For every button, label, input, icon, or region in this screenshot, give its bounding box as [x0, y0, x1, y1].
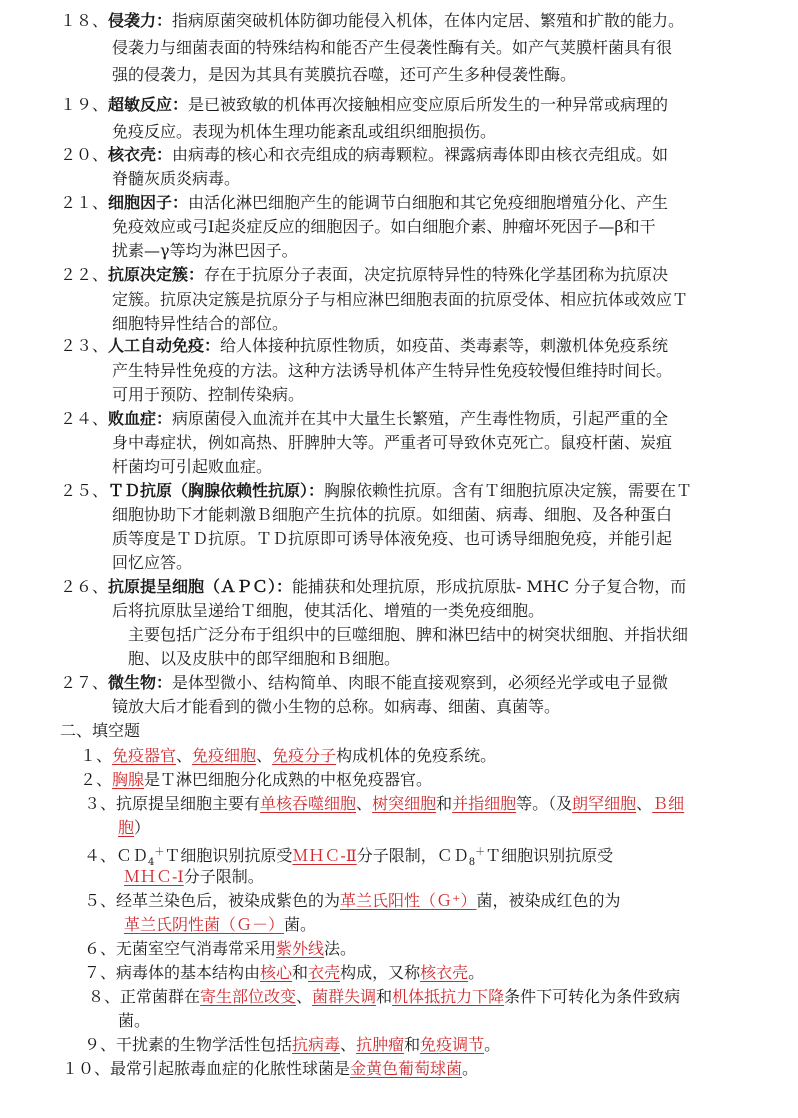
def-18-line-1: [60, 8, 684, 34]
def-21-line-1: [60, 190, 668, 216]
q3-answer-5b: 胞: [118, 818, 135, 837]
q8-num: ８、: [88, 987, 121, 1006]
q1-answer-1: 免疫器官: [112, 746, 177, 765]
q9-answer-2: 抗肿瘤: [356, 1035, 405, 1054]
q7-answer-2: 衣壳: [308, 963, 341, 982]
q3-answer-1: 单核吞噬细胞: [260, 794, 357, 813]
q4-mid3: Ｔ细胞识别抗原受: [485, 846, 614, 865]
q6-num: ６、: [84, 939, 117, 958]
def-23-text-2: 产生特异性免疫的方法。这种方法诱导机体产生特异性免疫较慢但维持时间长。: [112, 361, 673, 380]
def-22-term: 抗原决定簇: [108, 265, 189, 284]
q3-answer-4: 朗罕细胞: [572, 794, 637, 813]
q6-pre: 无菌室空气消毒常采用: [116, 939, 277, 958]
q4-mid1: Ｔ细胞识别抗原受: [164, 846, 293, 865]
q4-sup-1: ＋: [154, 847, 165, 858]
def-19-text-2: 免疫反应。表现为机体生理功能紊乱或组织细胞损伤。: [112, 122, 497, 141]
def-colon: ：: [156, 409, 173, 428]
def-26-text-2: 后将抗原肽呈递给Ｔ细胞，使其活化、增殖的一类免疫细胞。: [112, 601, 545, 620]
def-colon: ：: [204, 336, 221, 355]
q7-num: ７、: [84, 963, 117, 982]
q9-sep-1: 、: [340, 1035, 357, 1054]
q5-rest: 菌。: [284, 915, 317, 934]
def-20-text-2: 脊髓灰质炎病毒。: [112, 169, 241, 188]
def-23-text-3: 可用于预防、控制传染病。: [112, 385, 305, 404]
def-colon: ：: [172, 95, 189, 114]
q1-rest: 构成机体的免疫系统。: [336, 746, 497, 765]
q4-sup-2: ＋: [475, 847, 486, 858]
q7-mid: 构成，又称: [340, 963, 421, 982]
def-26-num: ２６、: [60, 577, 109, 596]
def-27-num: ２７、: [60, 673, 109, 692]
def-26-text-3: 主要包括广泛分布于组织中的巨噬细胞、脾和淋巴结中的树突状细胞、并指状细: [128, 625, 689, 644]
q9-answer-1: 抗病毒: [292, 1035, 341, 1054]
def-19-line-1: [60, 92, 668, 118]
def-22-text-3: 细胞特异性结合的部位。: [112, 314, 289, 333]
q3-mid: 等。（及: [516, 794, 573, 813]
fill-q1: [80, 743, 496, 769]
q3-tail: ）: [134, 818, 151, 837]
q8-answer-2: 菌群失调: [312, 987, 377, 1006]
def-colon: ：: [156, 673, 173, 692]
def-18-text-1: 指病原菌突破机体防御功能侵入机体，在体内定居、繁殖和扩散的能力。: [172, 11, 685, 30]
def-19-term: 超敏反应: [108, 95, 173, 114]
fill-q4-cont: [124, 864, 264, 890]
def-21-term: 细胞因子: [108, 193, 173, 212]
q9-pre: 干扰素的生物学活性包括: [116, 1035, 293, 1054]
q4-rest: 分子限制。: [183, 867, 264, 886]
def-27-text-2: 镜放大后才能看到的微小生物的总称。如病毒、细菌、真菌等。: [112, 697, 561, 716]
def-24-text-3: 杆菌均可引起败血症。: [112, 457, 273, 476]
q9-answer-3: 免疫调节: [420, 1035, 485, 1054]
def-25-line-1: [60, 478, 692, 504]
def-27-text-1: 是体型微小、结构简单、肉眼不能直接观察到，必须经光学或电子显微: [172, 673, 669, 692]
q1-sep-1: 、: [176, 746, 193, 765]
q10-answer-1: 金黄色葡萄球菌: [350, 1059, 463, 1078]
def-20-line-1: [60, 142, 668, 168]
section-title: 二、填空题: [60, 721, 141, 740]
fill-q9: [84, 1032, 500, 1058]
def-24-text-1: 病原菌侵入血流并在其中大量生长繁殖，产生毒性物质，引起严重的全: [172, 409, 669, 428]
fill-q10: [62, 1056, 478, 1082]
def-22-text-2: 定簇。抗原决定簇是抗原分子与相应淋巴细胞表面的抗原受体、相应抗体或效应Ｔ: [112, 290, 689, 309]
q7-pre: 病毒体的基本结构由: [116, 963, 261, 982]
q10-num: １０、: [62, 1059, 111, 1078]
q4-answer-2: ＭＨＣ-Ⅰ: [124, 867, 184, 886]
q9-sep-2: 和: [404, 1035, 421, 1054]
def-25-num: ２５、: [60, 481, 109, 500]
def-25-text-3: 质等度是ＴＤ抗原。ＴＤ抗原即可诱导体液免疫、也可诱导细胞免疫，并能引起: [112, 529, 673, 548]
q6-answer-1: 紫外线: [276, 939, 325, 958]
q9-rest: 。: [484, 1035, 501, 1054]
q4-mid2: 分子限制，ＣＤ: [356, 846, 469, 865]
q7-rest: 。: [468, 963, 485, 982]
q7-sep-1: 和: [292, 963, 309, 982]
def-21-text-2: 免疫效应或弓Ⅰ起炎症反应的细胞因子。如白细胞介素、肿瘤坏死因子—β和干: [112, 217, 656, 236]
def-26-term: 抗原提呈细胞（ＡＰＣ）: [108, 577, 277, 596]
q1-answer-2: 免疫细胞: [192, 746, 257, 765]
def-26-line-1: [60, 574, 686, 600]
def-25-text-4: 回忆应答。: [112, 553, 193, 572]
q8-sep-1: 、: [296, 987, 313, 1006]
fill-q3: [84, 791, 684, 817]
q6-rest: 法。: [324, 939, 357, 958]
q10-pre: 最常引起脓毒血症的化脓性球菌是: [110, 1059, 351, 1078]
q4-num: ４、: [84, 846, 117, 865]
fill-q6: [84, 936, 356, 962]
q7-answer-1: 核心: [260, 963, 293, 982]
fill-q5-cont: [124, 912, 316, 938]
def-colon: ：: [308, 481, 325, 500]
def-18-text-2: 侵袭力与细菌表面的特殊结构和能否产生侵袭性酶有关。如产气荚膜杆菌具有很: [112, 38, 673, 57]
q4-sub-1: 4: [148, 857, 155, 868]
def-21-text-3: 扰素—γ等均为淋巴因子。: [112, 241, 298, 260]
q3-sep-3: 、: [636, 794, 653, 813]
q10-rest: 。: [462, 1059, 479, 1078]
q3-answer-2: 树突细胞: [372, 794, 437, 813]
q2-num: ２、: [80, 770, 113, 789]
q1-num: １、: [80, 746, 113, 765]
def-24-text-2: 身中毒症状，例如高热、肝脾肿大等。严重者可导致休克死亡。鼠疫杆菌、炭疽: [112, 433, 673, 452]
def-24-term: 败血症: [108, 409, 157, 428]
def-23-line-1: [60, 333, 668, 359]
def-25-text-1: 胸腺依赖性抗原。含有Ｔ细胞抗原决定簇，需要在Ｔ: [324, 481, 693, 500]
def-21-text-1: 由活化淋巴细胞产生的能调节白细胞和其它免疫细胞增殖分化、产生: [188, 193, 669, 212]
fill-q7: [84, 960, 484, 986]
def-22-text-1: 存在于抗原分子表面，决定抗原特异性的特殊化学基团称为抗原决: [204, 265, 669, 284]
def-colon: ：: [172, 193, 189, 212]
q7-answer-3: 核衣壳: [420, 963, 469, 982]
def-colon: ：: [156, 145, 173, 164]
q4-pre1: ＣＤ: [116, 846, 149, 865]
q8-rest: 条件下可转化为条件致病: [504, 987, 681, 1006]
fill-q2: [80, 767, 432, 793]
q1-sep-2: 、: [256, 746, 273, 765]
q3-pre: 抗原提呈细胞主要有: [116, 794, 261, 813]
q3-answer-3: 并指细胞: [452, 794, 517, 813]
def-colon: ：: [188, 265, 205, 284]
fill-q8: [88, 984, 680, 1010]
q3-sep-1: 、: [356, 794, 373, 813]
def-colon: ：: [276, 577, 293, 596]
def-19-text-1: 是已被致敏的机体再次接触相应变应原后所发生的一种异常或病理的: [188, 95, 669, 114]
q5-answer-2: 革兰氏阴性菌（Ｇ－）: [124, 915, 285, 934]
q4-sub-2: 8: [468, 857, 476, 868]
def-colon: ：: [156, 11, 173, 30]
def-18-num: １８、: [60, 11, 109, 30]
q3-sep-2: 和: [436, 794, 453, 813]
def-23-term: 人工自动免疫: [108, 336, 205, 355]
q8-answer-3: 机体抵抗力下降: [392, 987, 505, 1006]
q5-pre: 经革兰染色后，被染成紫色的为: [116, 891, 341, 910]
def-26-text-1: 能捕获和处理抗原，形成抗原肽- MHC 分子复合物，而: [292, 577, 687, 596]
def-22-num: ２２、: [60, 265, 109, 284]
q5-mid: 菌，被染成红色的为: [476, 891, 621, 910]
def-25-text-2: 细胞协助下才能刺激Ｂ细胞产生抗体的抗原。如细菌、病毒、细胞、及各种蛋白: [112, 505, 673, 524]
q1-answer-3: 免疫分子: [272, 746, 337, 765]
def-18-term: 侵袭力: [108, 11, 157, 30]
q4-answer-1: ＭＨＣ-Ⅱ: [292, 846, 357, 865]
q9-num: ９、: [84, 1035, 117, 1054]
q8-answer-1: 寄生部位改变: [200, 987, 297, 1006]
q2-rest: 是Ｔ淋巴细胞分化成熟的中枢免疫器官。: [144, 770, 433, 789]
def-25-term: ＴＤ抗原（胸腺依赖性抗原）: [108, 481, 309, 500]
def-20-text-1: 由病毒的核心和衣壳组成的病毒颗粒。裸露病毒体即由核衣壳组成。如: [172, 145, 669, 164]
def-22-line-1: [60, 262, 668, 288]
fill-q3-cont: [118, 815, 150, 841]
q5-answer-1: 革兰氏阳性（Ｇ⁺）: [340, 891, 477, 910]
def-24-num: ２４、: [60, 409, 109, 428]
def-27-line-1: [60, 670, 668, 696]
q3-num: ３、: [84, 794, 117, 813]
q8-pre: 正常菌群在: [120, 987, 201, 1006]
def-26-text-4: 胞、以及皮肤中的郎罕细胞和Ｂ细胞。: [128, 649, 401, 668]
def-18-text-3: 强的侵袭力，是因为其具有荚膜抗吞噬，还可产生多种侵袭性酶。: [112, 65, 577, 84]
q2-answer-1: 胸腺: [112, 770, 145, 789]
def-27-term: 微生物: [108, 673, 157, 692]
def-24-line-1: [60, 406, 668, 432]
def-23-text-1: 给人体接种抗原性物质，如疫苗、类毒素等，刺激机体免疫系统: [220, 336, 669, 355]
fill-q5: [84, 888, 621, 914]
def-23-num: ２３、: [60, 336, 109, 355]
q5-num: ５、: [84, 891, 117, 910]
q3-answer-5: Ｂ细: [652, 794, 685, 813]
def-20-term: 核衣壳: [108, 145, 157, 164]
def-19-num: １９、: [60, 95, 109, 114]
def-21-num: ２１、: [60, 193, 109, 212]
q8-rest-2: 菌。: [118, 1011, 151, 1030]
q8-sep-2: 和: [376, 987, 393, 1006]
def-20-num: ２０、: [60, 145, 109, 164]
